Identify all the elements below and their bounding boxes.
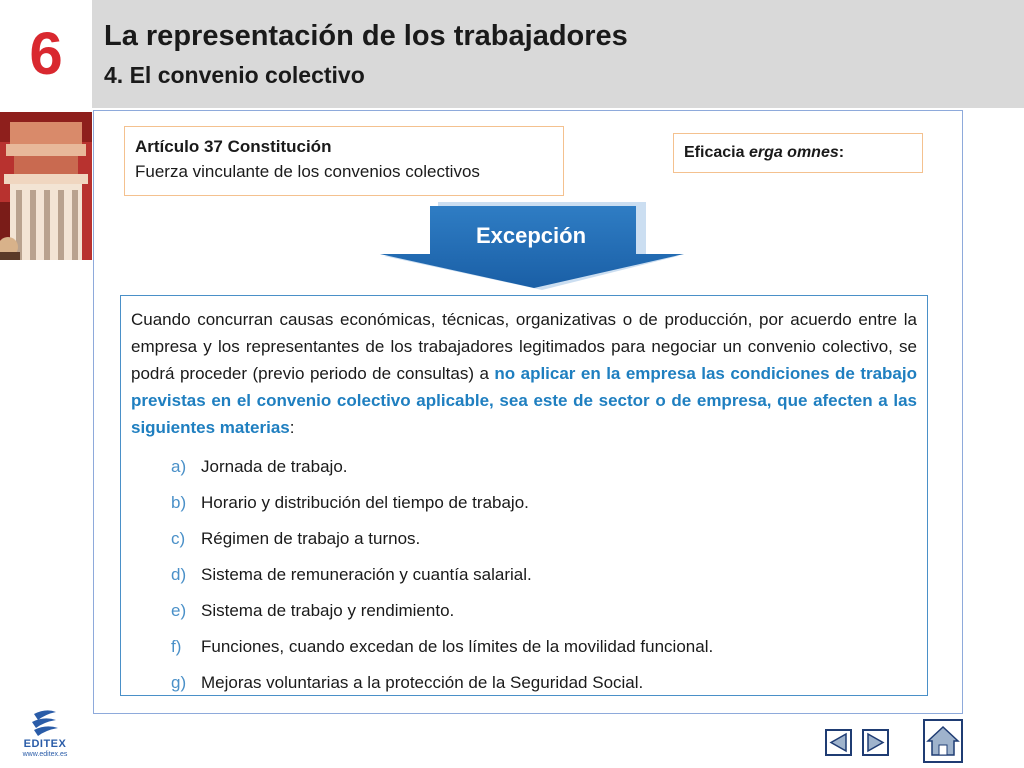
list-item [171,629,917,665]
header-bar [92,0,1024,108]
home-button[interactable] [923,719,963,763]
article-title: Artículo 37 Constitución [135,137,332,156]
list-item [171,557,917,593]
erga-prefix: Eficacia [684,144,749,161]
prev-arrow-icon [827,731,850,754]
chapter-number: 6 [29,20,63,87]
building-illustration [0,112,92,260]
paragraph-intro: Cuando concurran causas económicas, técnicas, organizativas o de producción, por acuerdo entre la empresa y los representantes de los trabajadores legitimados para negociar un convenio colectivo, se podrá proceder (previo periodo de consultas) a [131,310,917,383]
list-text: Mejoras voluntarias a la protección de la Seguridad Social. [201,673,644,692]
materias-list [131,449,917,701]
list-item [171,665,917,701]
exception-label: Excepción [475,223,587,248]
article-text: Fuerza vinculante de los convenios colectivos [135,162,480,181]
list-mark: b) [171,493,187,512]
list-item [171,593,917,629]
exception-content [120,295,928,696]
list-item [171,449,917,485]
erga-suffix: : [838,144,845,161]
list-text: Jornada de trabajo. [201,457,348,476]
list-text: Sistema de trabajo y rendimiento. [201,601,455,620]
list-mark: c) [171,529,186,548]
logo-name: EDITEX [23,738,67,750]
list-item [171,521,917,557]
exception-paragraph [131,306,917,441]
logo-url: www.editex.es [22,751,68,758]
page-subtitle: 4. El convenio colectivo [104,62,365,88]
list-item [171,485,917,521]
prev-button[interactable] [825,729,852,756]
list-mark: d) [171,565,187,584]
list-mark: g) [171,673,187,692]
article-box [124,126,564,196]
list-text: Sistema de remuneración y cuantía salarial. [201,565,532,584]
list-text: Horario y distribución del tiempo de trabajo. [201,493,529,512]
erga-omnes-box [673,133,923,173]
paragraph-highlight: no aplicar en la empresa las condiciones de trabajo previstas en el convenio colectivo aplicable, sea este de sector o de empresa, que afecten a las siguientes materias [131,364,917,437]
home-icon [925,721,961,761]
list-mark: f) [171,637,182,656]
erga-italic: erga omnes [748,144,839,161]
paragraph-end: : [289,418,295,437]
list-mark: a) [171,457,187,476]
next-arrow-icon [864,731,887,754]
list-mark: e) [171,601,187,620]
page-title: La representación de los trabajadores [104,20,628,52]
list-text: Régimen de trabajo a turnos. [201,529,421,548]
next-button[interactable] [862,729,889,756]
list-text: Funciones, cuando excedan de los límites de la movilidad funcional. [201,637,714,656]
